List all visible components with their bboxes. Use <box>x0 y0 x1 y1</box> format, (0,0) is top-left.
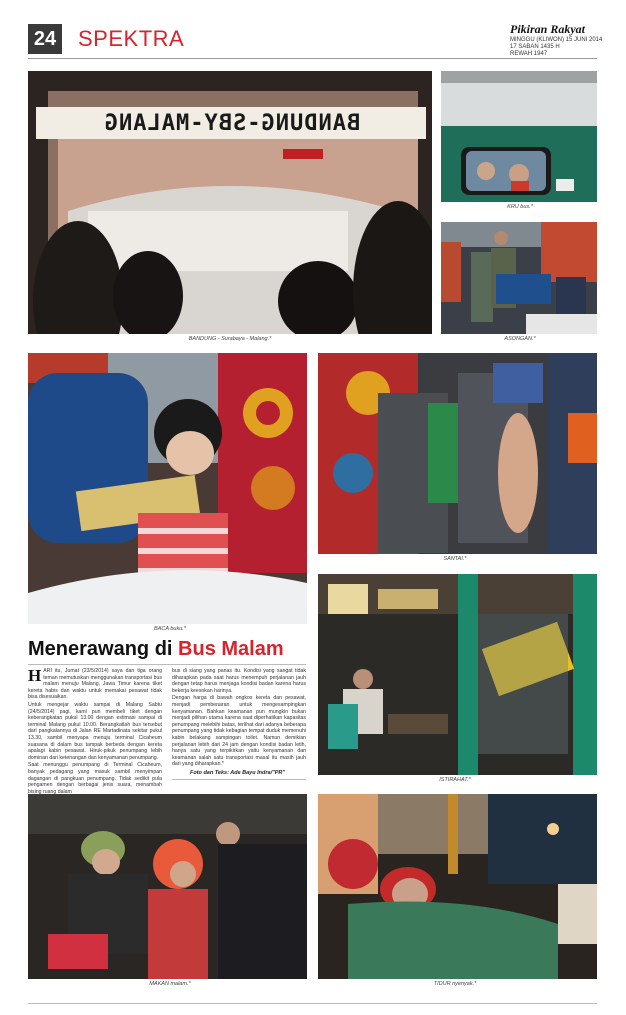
photo-caption: BANDUNG - Surabaya - Malang.* <box>188 336 272 342</box>
photo-bus-windshield <box>28 71 432 334</box>
photo-vendor-aisle <box>441 222 597 334</box>
photo-caption: KRU bus.* <box>507 204 533 210</box>
page-number: 24 <box>28 24 62 54</box>
photo-bus-crew-mirror <box>441 71 597 202</box>
article-paragraph: Saat menunggu penumpang di Terminal Cicaheum, banyak pedagang yang masuk sambil menyimpan dagangan di pangkuan penumpang. Tidak sedikit pula pengamen dengan berbagai jenis suara, menambah bising ruang dalam <box>28 762 162 795</box>
photo-caption: TIDUR nyenyak.* <box>433 981 477 987</box>
dateline-hijri: 17 SABAN 1435 H <box>510 44 560 50</box>
headline-accent: Bus Malam <box>178 638 284 660</box>
dateline-javanese: REWAH 1947 <box>510 51 548 57</box>
article-column-1 <box>28 668 162 796</box>
dateline-gregorian: MINGGU (KLIWON) 15 JUNI 2014 <box>510 37 603 43</box>
article-paragraph: Untuk mengejar waktu sampai di Malang Sabtu (24/5/2014) pagi, kami pun membeli tiket dengan keberangkatan pukul 13.00 dengan estimasi sampai di terminal Malang pukul 10.00. Berangkatlah bus tersebut dari pangkalannya di Jalan RE Martadinata sekitar pukul 13.30, sambil menyapa menuju terminal Cicaheum suasana di dalam bus tampak berbeda dengan kereta apalagi kabin pesawat. Hiruk-pikuk penumpang lebih dominan dari ketenangan dan kenyamanan penumpang. <box>28 701 162 761</box>
headline-rule <box>28 664 306 665</box>
dropcap: H <box>28 666 42 685</box>
byline-rule <box>172 779 306 780</box>
photo-credit-byline: Foto dan Teks: Ade Bayu Indra/"PR" <box>190 770 285 776</box>
photo-sleeping <box>318 794 597 979</box>
dateline <box>510 37 602 58</box>
photo-caption: SANTAI.* <box>443 556 467 562</box>
header-rule <box>28 58 597 59</box>
footer-rule <box>28 1003 597 1004</box>
article-paragraph: Dengan harga di bawah ongkos kereta dan pesawat, menjadi pembenaran untuk mengesampingkan kenyamanan. Bahkan keamanan pun mungkin bukan menjadi pilihan utama karena saat diperhatikan kapasitas penumpang melebihi batas, terlihat dari adanya beberapa penumpang yang tidak kebagian tempat duduk memenuhi kabin belakang sampingan toilet. Namun demikian perjalanan lebih dari 24 jam dengan kondisi badan letih, hanya satu yang terpikirkan yaitu kenyamanan dan keamanan salah satu transportasi masal itu masih jauh dari yang diharapkan.* <box>172 695 306 768</box>
photo-passengers-relaxing <box>318 353 597 554</box>
destination-sign: BANDUNG-SBY-MALANG <box>103 110 361 136</box>
photo-girl-reading <box>28 353 307 624</box>
photo-caption: ASONGAN.* <box>504 336 536 342</box>
newspaper-masthead: Pikiran Rakyat <box>510 22 586 36</box>
photo-dinner <box>28 794 307 979</box>
photo-terminal-rest <box>318 574 597 775</box>
headline-text: Menerawang di <box>28 638 179 660</box>
section-title: SPEKTRA <box>78 26 185 51</box>
article-headline <box>28 637 284 661</box>
article-column-2 <box>172 668 306 769</box>
article-paragraph: bus di siang yang panas itu. Kondisi yang sangat tidak diharapkan pada saat harus menempuh perjalanan jauh dengan tetap harus menjaga kondisi badan karena harus bekerja keesokan harinya. <box>172 668 306 694</box>
article-paragraph: ARI itu, Jumat (23/5/2014) saya dan tiga orang teman memutuskan menggunakan transportasi bus malam menuju Malang, Jawa Timur karena tiket kereta habis dan waktu untuk memakai pesawat tidak bisa disesuaikan. <box>28 668 162 701</box>
photo-caption: MAKAN malam.* <box>149 981 191 987</box>
photo-caption: BACA buku.* <box>154 626 186 632</box>
photo-caption: ISTIRAHAT.* <box>439 777 471 783</box>
